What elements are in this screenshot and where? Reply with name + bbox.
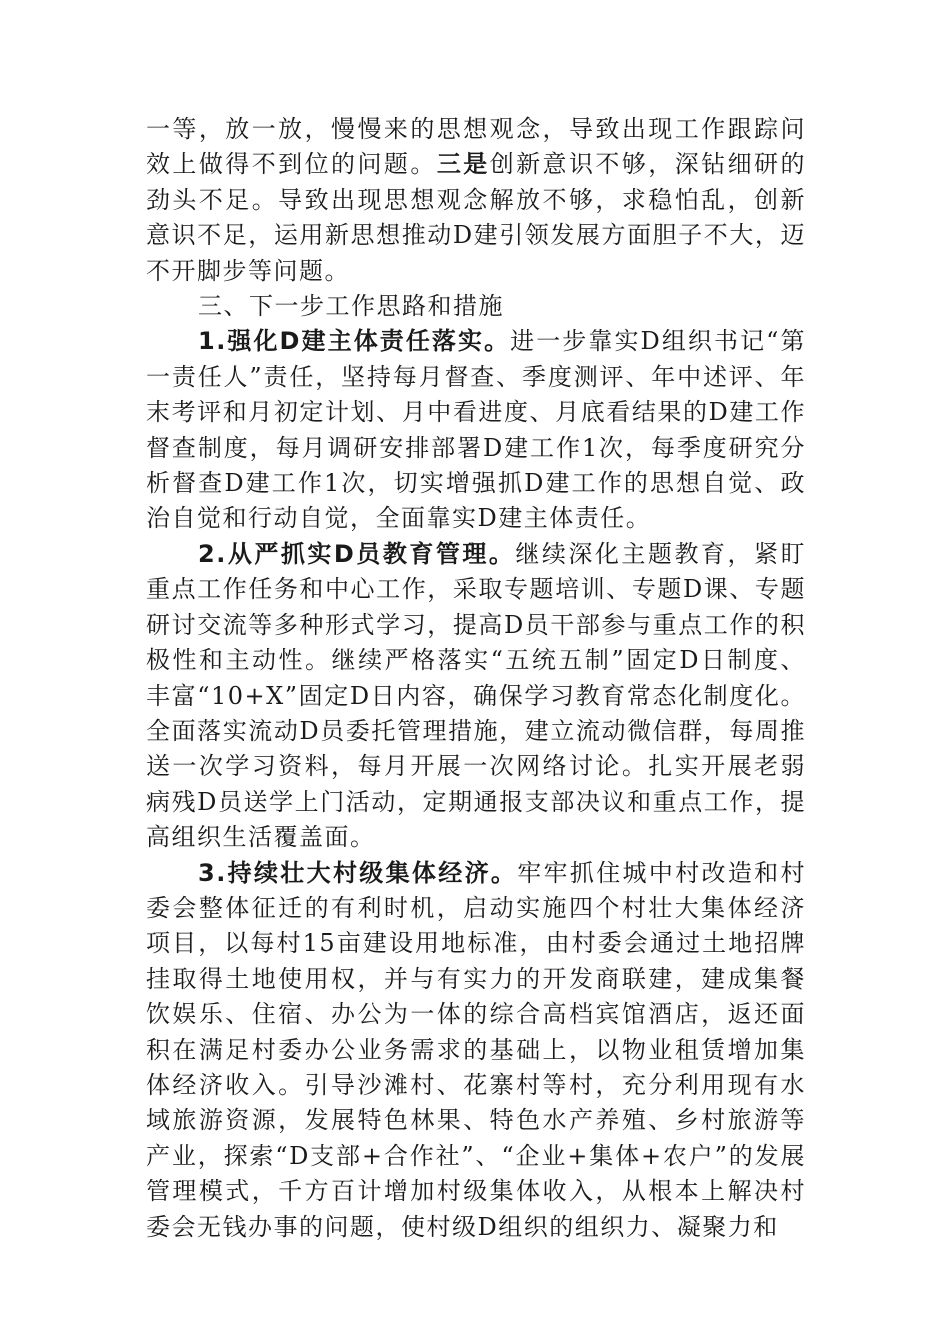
paragraph-2 bbox=[146, 537, 806, 856]
section-heading: 三、下一步工作思路和措施 bbox=[198, 292, 504, 321]
document-body bbox=[146, 112, 806, 1245]
paragraph-3 bbox=[146, 856, 806, 1245]
paragraph-3-text: 牢牢抓住城中村改造和村委会整体征迁的有利时机，启动实施四个村壮大集体经济项目，以每村15亩建设用地标准，由村委会通过土地招牌挂取得土地使用权，并与有实力的开发商联建，建成集餐饮娱乐、住宿、办公为一体的综合高档宾馆酒店，返还面积在满足村委办公业务需求的基础上，以物业租赁增加集体经济收入。引导沙滩村、花寨村等村，充分利用现有水域旅游资源，发展特色林果、特色水产养殖、乡村旅游等产业，探索“D支部+合作社”、“企业+集体+农户”的发展管理模式，千方百计增加村级集体收入，从根本上解决村委会无钱办事的问题，使村级D组织的组织力、凝聚力和 bbox=[146, 858, 806, 1241]
paragraph-2-title: 2.从严抓实D员教育管理。 bbox=[198, 539, 516, 568]
paragraph-text: 一等，放一放，慢慢来的思想观念，导致出现工作跟踪问效上做得不到位的问题。 bbox=[146, 115, 806, 179]
paragraph-1 bbox=[146, 324, 806, 536]
paragraph-1-title: 1.强化D建主体责任落实。 bbox=[198, 327, 511, 356]
paragraph-bold-lead: 三是 bbox=[436, 150, 490, 179]
paragraph-continuation bbox=[146, 112, 806, 289]
paragraph-text: 创新意识不够，深钻细研的劲头不足。导致出现思想观念解放不够，求稳怕乱，创新意识不足，运用新思想推动D建引领发展方面胆子不大，迈不开脚步等问题。 bbox=[146, 150, 806, 285]
paragraph-2-text: 继续深化主题教育，紧盯重点工作任务和中心工作，采取专题培训、专题D课、专题研讨交流等多种形式学习，提高D员干部参与重点工作的积极性和主动性。继续严格落实“五统五制”固定D日制度、丰富“10+X”固定D日内容，确保学习教育常态化制度化。全面落实流动D员委托管理措施，建立流动微信群，每周推送一次学习资料，每月开展一次网络讨论。扎实开展老弱病残D员送学上门活动，定期通报支部决议和重点工作，提高组织生活覆盖面。 bbox=[146, 539, 806, 852]
paragraph-3-title: 3.持续壮大村级集体经济。 bbox=[198, 858, 518, 887]
paragraph-1-text: 进一步靠实D组织书记“第一责任人”责任，坚持每月督查、季度测评、年中述评、年末考评和月初定计划、月中看进度、月底看结果的D建工作督查制度，每月调研安排部署D建工作1次，每季度研究分析督查D建工作1次，切实增强抓D建工作的思想自觉、政治自觉和行动自觉，全面靠实D建主体责任。 bbox=[146, 327, 806, 533]
